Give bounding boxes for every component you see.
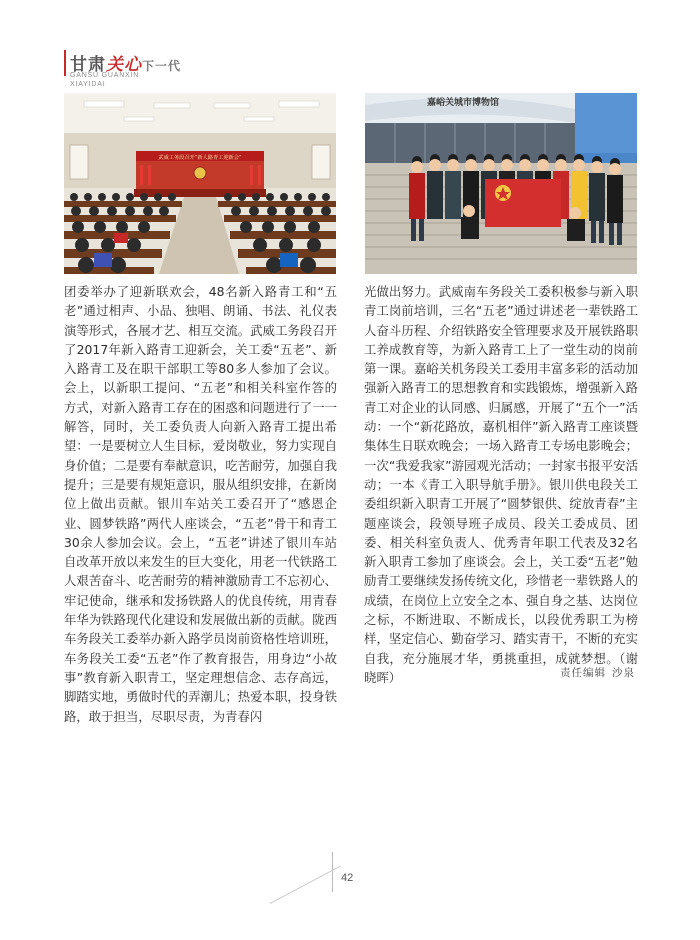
article-paragraph-left: 团委举办了迎新联欢会，48名新入路青工和“五老”通过相声、小品、独唱、朗诵、书法、礼仪表演等形式，各展才艺、相互交流。武威工务段召开了2017年新入路青工迎新会，关工委“五老”、新入路青工及在职干部职工等80多人参加了会议。会上，以新职工提问、“五老”和相关科室作答的方式，对新入路青工存在的困惑和问题进行了一一解答，同时，关工委负责人向新入路青工提出希望：一是要树立人生目标，爱岗敬业，努力实现自身价值；二是要有奉献意识，吃苦耐劳，加强自我提升；三是要有规矩意识，服从组织安排，在新岗位上做出贡献。银川车站关工委召开了“感恩企业、圆梦铁路”两代人座谈会，“五老”骨干和青工30余人参加会议。会上，“五老”讲述了银川车站自改革开放以来发生的巨大变化，用老一代铁路工人艰苦奋斗、吃苦耐劳的精神激励青工不忘初心、牢记使命，继承和发扬铁路人的优良传统，用青春年华为铁路现代化建设和发展做出新的贡献。陇西车务段关工委举办新入路学员岗前资格性培训班，车务段关工委“五老”作了教育报告，用身边“小故事”教育新入职青工，坚定理想信念、志存高远，脚踏实地，勇做时代的弄潮儿；热爱本职，投身铁路，敢于担当，尽职尽责，为青春闪 (64, 284, 337, 724)
masthead-english (70, 71, 139, 89)
article-column-right (364, 282, 638, 687)
editor-name: 沙泉 (612, 667, 635, 679)
logo-part-xiayidai: 下一代 (142, 59, 182, 73)
logo-part-guanxin: 关心 (106, 55, 142, 75)
editor-credit (560, 665, 635, 680)
hall-banner-text: 武威工务段召开“新人路青工迎新会” (158, 155, 242, 161)
folio-rule (332, 852, 333, 892)
masthead-english-line2: XIAYIDAI (70, 81, 106, 88)
folio-decoration (270, 866, 341, 904)
red-flag (485, 179, 561, 227)
photo-group-museum (365, 93, 637, 274)
editor-label: 责任编辑 (560, 667, 606, 679)
logo-part-gansu: 甘肃 (70, 55, 106, 75)
museum-sign-text: 嘉峪关城市博物馆 (426, 98, 500, 108)
masthead-accent-bar (64, 50, 66, 76)
article-paragraph-right: 光做出努力。武威南车务段关工委积极参与新入职青工岗前培训，三名“五老”通过讲述老一辈铁路工人奋斗历程、介绍铁路安全管理要求及开展铁路职工养成教育等，为新入路青工上了一堂生动的岗前第一课。嘉峪关机务段关工委用丰富多彩的活动加强新入路青工的思想教育和实践锻炼，增强新入路青工对企业的认同感、归属感，开展了“五个一”活动：一个“新花路放，嘉机相伴”新入路青工座谈暨集体生日联欢晚会；一场入路青工专场电影晚会；一次“我爱我家”游园观光活动；一封家书报平安活动；一本《青工入职导航手册》。银川供电段关工委组织新入职青工开展了“圆梦银供、绽放青春”主题座谈会，段领导班子成员、段关工委成员、团委、相关科室负责人、优秀青年职工代表及32名新入职青工参加了座谈会。会上，关工委“五老”勉励青工要继续发扬传统文化，珍惜老一辈铁路人的成绩，在岗位上立安全之本、强自身之基、达岗位之标，不断进取、不断成长，以段优秀职工为榜样，坚定信心、勤奋学习、踏实青干，不断的充实自我，充分施展才华，勇挑重担，成就梦想。（谢晓晖） (364, 284, 638, 685)
masthead-english-line1: GANSU GUANXIN (70, 72, 140, 79)
group-museum-illustration (365, 93, 637, 274)
photo-meeting-hall (64, 93, 336, 274)
article-column-left (64, 282, 337, 726)
masthead (64, 50, 224, 90)
meeting-hall-illustration (64, 93, 336, 274)
page-number: 42 (341, 872, 354, 884)
